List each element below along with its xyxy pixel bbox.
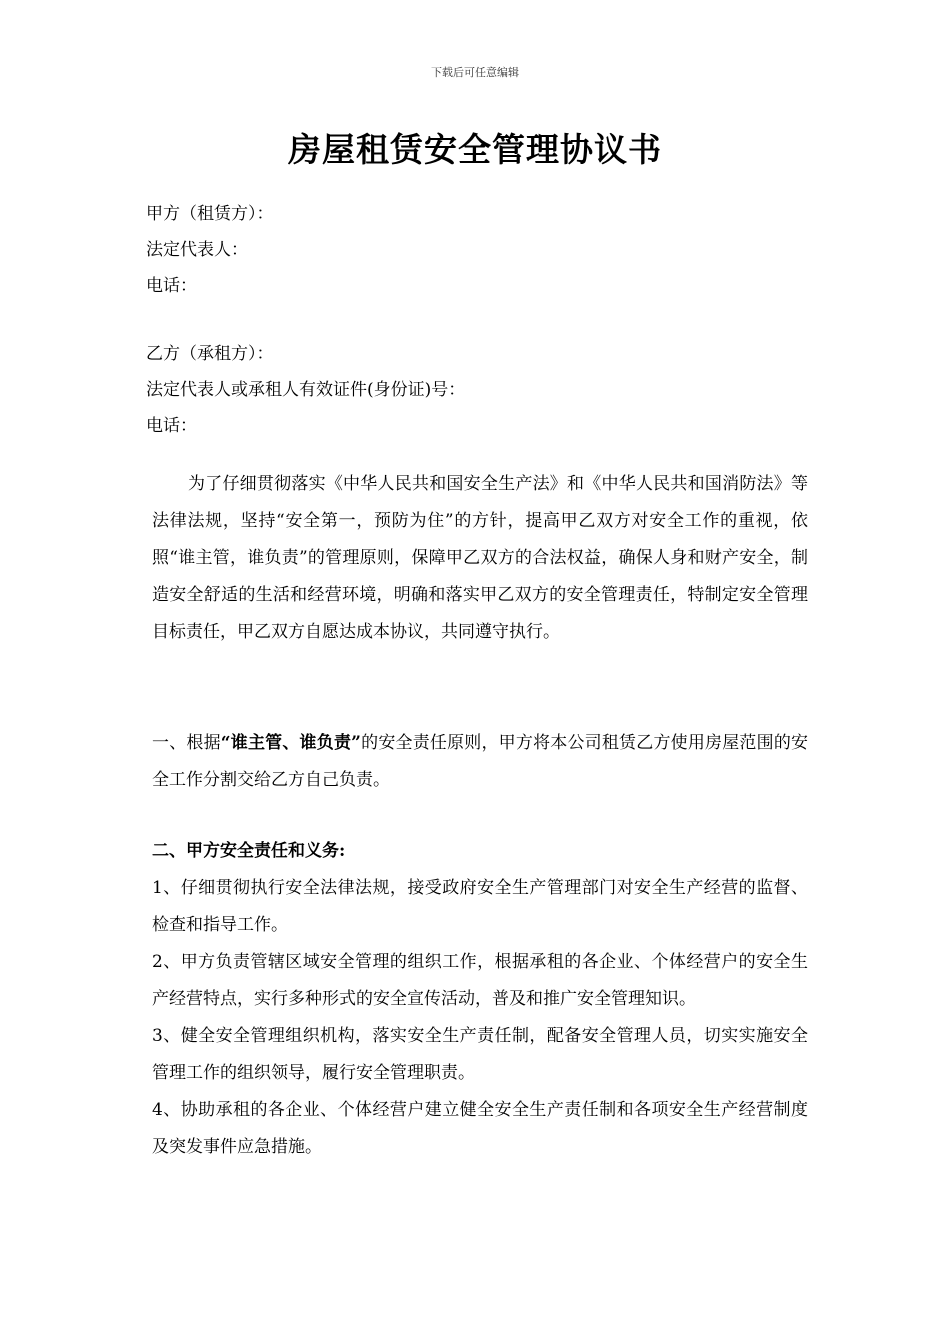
party-b-rep-label: 法定代表人或承租人有效证件(身份证)号： <box>146 380 466 400</box>
party-a-name-label: 甲方（租赁方）： <box>146 204 274 224</box>
party-b-phone-label: 电话： <box>146 416 197 436</box>
section-1-paragraph <box>152 725 808 799</box>
header-note: 下载后可任意编辑 <box>431 66 519 79</box>
party-a-phone-label: 电话： <box>146 276 197 296</box>
party-b-name-label: 乙方（承租方）： <box>146 344 274 364</box>
section-1-emphasis: “谁主管、谁负责” <box>220 733 361 753</box>
section-2-item: 2、甲方负责管辖区域安全管理的组织工作，根据承租的各企业、个体经营户的安全生产经营特点，实行多种形式的安全宣传活动，普及和推广安全管理知识。 <box>152 952 808 1009</box>
section-2-item: 1、仔细贯彻执行安全法律法规，接受政府安全生产管理部门对安全生产经营的监督、检查和指导工作。 <box>152 878 808 935</box>
intro-paragraph: 为了仔细贯彻落实《中华人民共和国安全生产法》和《中华人民共和国消防法》等法律法规，坚持“安全第一，预防为住”的方针，提高甲乙双方对安全工作的重视，依照“谁主管，谁负责”的管理原则，保障甲乙双方的合法权益，确保人身和财产安全，制造安全舒适的生活和经营环境，明确和落实甲乙双方的安全管理责任，特制定安全管理目标责任，甲乙双方自愿达成本协议，共同遵守执行。 <box>152 474 808 642</box>
section-1-prefix: 一、根据 <box>152 733 221 753</box>
section-2-item: 3、健全安全管理组织机构，落实安全生产责任制，配备安全管理人员，切实实施安全管理工作的组织领导，履行安全管理职责。 <box>152 1026 808 1083</box>
section-2-item: 4、协助承租的各企业、个体经营户建立健全安全生产责任制和各项安全生产经营制度及突发事件应急措施。 <box>152 1100 808 1157</box>
section-1-rest: 的安全责任原则，甲方将本公司租赁乙方使用房屋范围的安全工作分割交给乙方自己负责。 <box>152 733 809 790</box>
page-title: 房屋租赁安全管理协议书 <box>288 130 662 169</box>
party-a-block <box>146 196 810 304</box>
party-a-rep-label: 法定代表人： <box>146 240 248 260</box>
section-2-heading: 二、甲方安全责任和义务: <box>152 841 346 861</box>
party-b-block <box>146 336 810 444</box>
section-2 <box>152 833 808 1166</box>
